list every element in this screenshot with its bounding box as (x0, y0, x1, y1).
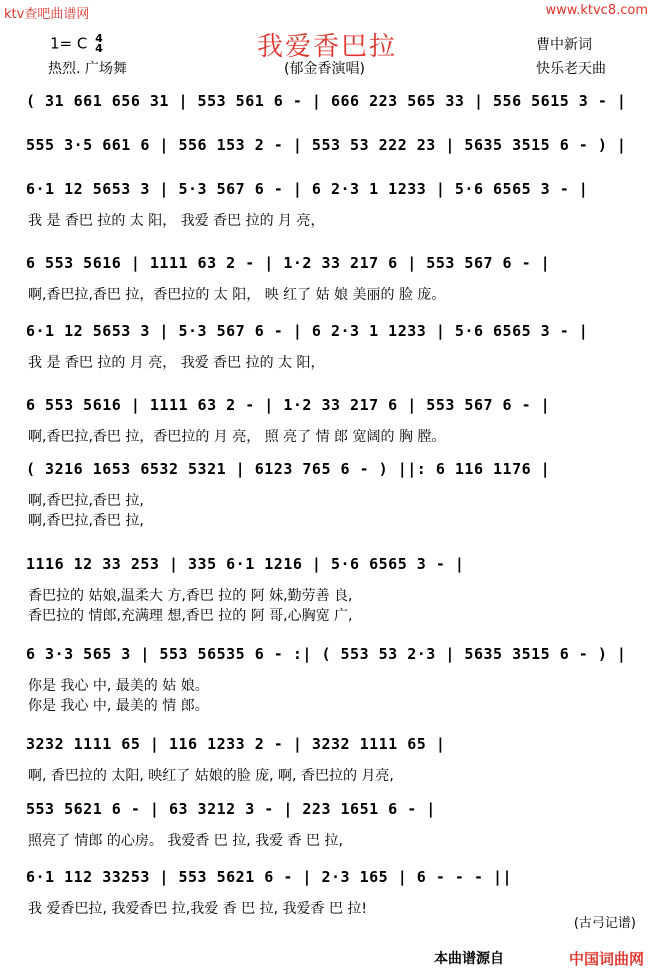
notation-line: 6 553 5616 | 1111 63 2 - | 1·2 33 217 6 | 553 567 6 - | (26, 254, 551, 272)
notation-line: ( 3216 1653 6532 5321 | 6123 765 6 - ) ||: 6 116 1176 | (26, 460, 551, 478)
lyric-line: 香巴拉的 姑娘,温柔大 方,香巴 拉的 阿 妹,勤劳善 良, (28, 588, 353, 604)
lyric-line: 啊,香巴拉,香巴 拉, (28, 493, 144, 509)
lyricist: 曹中新词 (536, 37, 592, 53)
style-marking: 热烈. 广场舞 (48, 61, 127, 77)
lyric-line: 我 是 香巴 拉的 月 亮， 我爱 香巴 拉的 太 阳， (28, 355, 325, 371)
notation-line: 1116 12 33 253 | 335 6·1 1216 | 5·6 6565 3 - | (26, 555, 465, 573)
lyric-line: 香巴拉的 情郎,充满理 想,香巴 拉的 阿 哥,心胸宽 广, (28, 608, 353, 624)
lyric-line: 啊,香巴拉,香巴 拉，香巴拉的 月 亮， 照 亮了 情 郎 宽阔的 胸 膛。 (28, 429, 446, 445)
source-label: 本曲谱源自 (434, 951, 504, 967)
notation-line: 6 3·3 565 3 | 553 56535 6 - :| ( 553 53 2·3 | 5635 3515 6 - ) | (26, 645, 627, 663)
lyric-line: 啊,香巴拉,香巴 拉, (28, 513, 144, 529)
notation-line: 6·1 12 5653 3 | 5·3 567 6 - | 6 2·3 1 1233 | 5·6 6565 3 - | (26, 322, 589, 340)
time-signature (95, 34, 103, 54)
time-bottom: 4 (95, 42, 103, 55)
key-label: 1= C (50, 34, 88, 53)
lyric-line: 你是 我心 中, 最美的 姑 娘。 (28, 678, 209, 694)
site-watermark-left: ktv查吧曲谱网 (4, 7, 90, 22)
notation-line: ( 31 661 656 31 | 553 561 6 - | 666 223 565 33 | 556 5615 3 - | (26, 92, 627, 110)
lyric-line: 我 爱香巴拉, 我爱香巴 拉,我爱 香 巴 拉, 我爱香 巴 拉! (28, 901, 368, 917)
notator-credit: (古弓记谱) (573, 916, 636, 931)
notation-line: 6·1 112 33253 | 553 5621 6 - | 2·3 165 | 6 - - - || (26, 868, 513, 886)
notation-line: 555 3·5 661 6 | 556 153 2 - | 553 53 222 23 | 5635 3515 6 - ) | (26, 136, 627, 154)
lyric-line: 啊, 香巴拉的 太阳, 映红了 姑娘的脸 庞, 啊, 香巴拉的 月亮, (28, 768, 394, 784)
singer: (郁金香演唱) (284, 61, 365, 77)
notation-line: 6 553 5616 | 1111 63 2 - | 1·2 33 217 6 | 553 567 6 - | (26, 396, 551, 414)
lyric-line: 啊,香巴拉,香巴 拉，香巴拉的 太 阳， 映 红了 姑 娘 美丽的 脸 庞。 (28, 287, 446, 303)
site-watermark-right: www.ktvc8.com (545, 3, 648, 18)
notation-line: 3232 1111 65 | 116 1233 2 - | 3232 1111 65 | (26, 735, 446, 753)
song-title: 我爱香巴拉 (256, 32, 397, 62)
lyric-line: 我 是 香巴 拉的 太 阳， 我爱 香巴 拉的 月 亮， (28, 213, 325, 229)
lyric-line: 照亮了 情郎 的心房。 我爱香 巴 拉, 我爱 香 巴 拉, (28, 833, 343, 849)
key-signature (50, 34, 103, 54)
notation-line: 6·1 12 5653 3 | 5·3 567 6 - | 6 2·3 1 1233 | 5·6 6565 3 - | (26, 180, 589, 198)
composer: 快乐老天曲 (536, 61, 606, 77)
time-top: 4 (95, 32, 103, 45)
notation-line: 553 5621 6 - | 63 3212 3 - | 223 1651 6 - | (26, 800, 436, 818)
source-site: 中国词曲网 (568, 950, 644, 968)
lyric-line: 你是 我心 中, 最美的 情 郎。 (28, 698, 209, 714)
